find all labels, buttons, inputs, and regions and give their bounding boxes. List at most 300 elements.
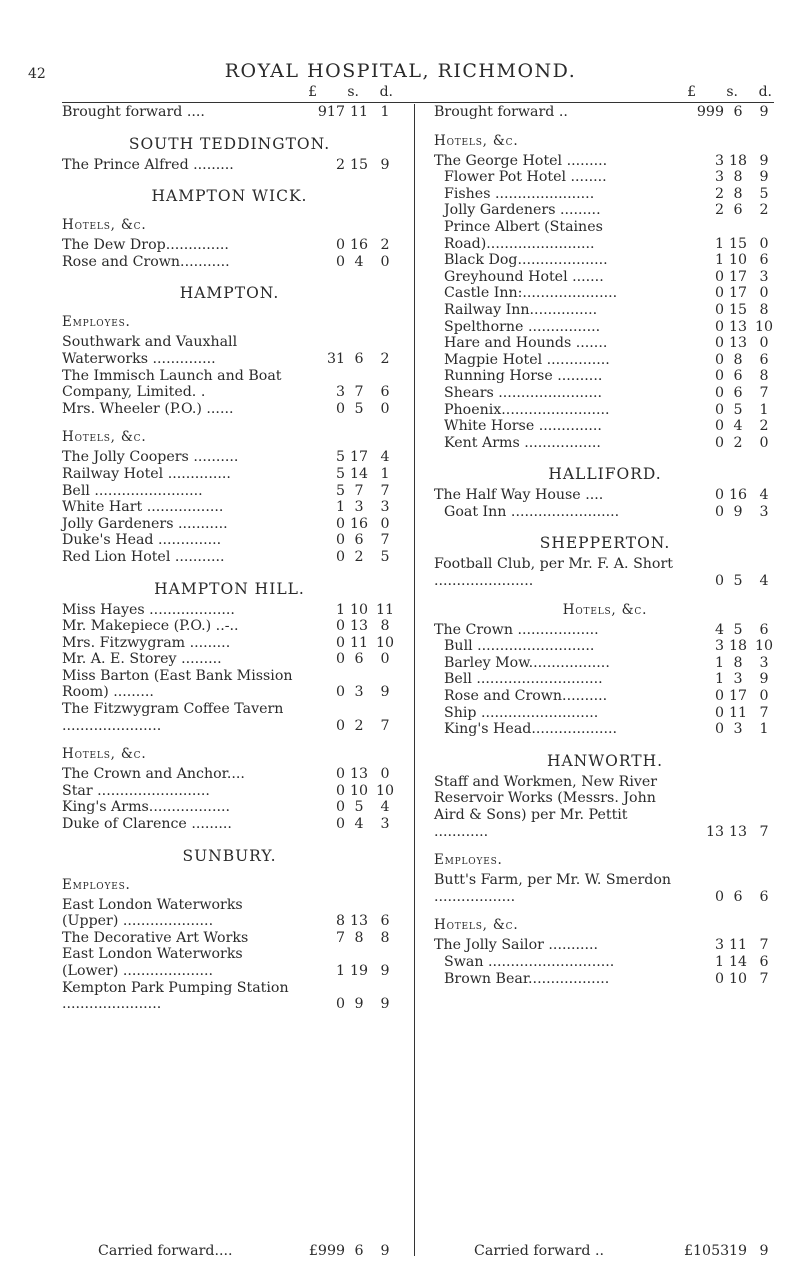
- shillings: 9: [354, 996, 364, 1013]
- shillings: 6: [354, 350, 364, 367]
- ledger-row: [62, 668, 397, 701]
- ledger-row: [434, 504, 776, 521]
- shillings: 13: [349, 618, 369, 635]
- pence: 9: [759, 671, 769, 688]
- brought-forward-label: Brought forward ....: [62, 104, 205, 120]
- pence: 6: [759, 888, 769, 905]
- entry-label: The Crown and Anchor....: [62, 766, 245, 783]
- pence: 3: [380, 816, 390, 833]
- pence: 4: [759, 573, 769, 590]
- pence: 9: [380, 684, 390, 701]
- pence: 0: [759, 235, 769, 252]
- pounds: 1: [714, 654, 724, 671]
- amount: [684, 487, 776, 504]
- ledger-row: [434, 954, 776, 971]
- shillings: 8: [733, 185, 743, 202]
- entry-label: The Decorative Art Works: [62, 929, 249, 946]
- shillings: 4: [733, 418, 743, 435]
- section-heading: HANWORTH.: [546, 751, 664, 770]
- pence: 4: [380, 449, 390, 466]
- pounds: 0: [714, 487, 724, 504]
- amount: [684, 888, 776, 905]
- entry-label: Butt's Farm, per Mr. W. Smerdon ..................: [434, 872, 672, 905]
- pounds: £999: [308, 1243, 345, 1259]
- entry-label: Rose and Crown..........: [444, 688, 608, 705]
- ledger-row: [62, 651, 397, 668]
- amount: [305, 549, 397, 566]
- shillings: 19: [349, 963, 369, 979]
- subsection-heading: Employes.: [62, 876, 131, 893]
- ledger-row: [434, 556, 776, 589]
- entry-label: Kent Arms .................: [444, 434, 601, 451]
- amount: [305, 684, 397, 701]
- ledger-row: [434, 319, 776, 336]
- amount: [684, 268, 776, 285]
- left-carried-forward: [62, 1243, 397, 1260]
- ledger-row: [434, 186, 776, 203]
- amount: [305, 766, 397, 783]
- subsection-heading: Employes.: [434, 852, 503, 869]
- entry-label: Black Dog....................: [444, 252, 608, 269]
- amount: [684, 823, 776, 840]
- pounds: 0: [714, 268, 724, 285]
- pounds: 3: [714, 937, 724, 954]
- pence: 9: [380, 156, 390, 173]
- pounds: 0: [714, 573, 724, 590]
- shillings: 5: [733, 401, 743, 418]
- shillings: 9: [733, 503, 743, 520]
- pence: 9: [380, 963, 390, 979]
- entry-label: Miss Hayes ...................: [62, 601, 235, 618]
- ledger-row: [62, 766, 397, 783]
- right-column: [434, 84, 776, 987]
- pounds: 0: [714, 434, 724, 451]
- ledger-row: [62, 499, 397, 516]
- amount: [684, 401, 776, 418]
- pence: 1: [759, 401, 769, 418]
- shillings: 17: [728, 285, 748, 302]
- pence: 6: [380, 913, 390, 930]
- pounds: 0: [335, 253, 345, 270]
- shillings: 8: [733, 351, 743, 368]
- section-heading: SHEPPERTON.: [539, 534, 671, 553]
- amount: [305, 351, 397, 368]
- pence: 0: [380, 515, 390, 532]
- pounds: 0: [714, 721, 724, 738]
- entry-label: Phoenix........................: [444, 401, 610, 418]
- pounds: 3: [714, 152, 724, 169]
- amount: [305, 717, 397, 734]
- pounds: 0: [714, 384, 724, 401]
- pounds: 0: [335, 717, 345, 734]
- shillings: 13: [349, 766, 369, 783]
- shillings: 17: [728, 688, 748, 705]
- pounds: 0: [714, 401, 724, 418]
- pounds: 0: [335, 515, 345, 532]
- pounds: 0: [714, 335, 724, 352]
- entry-label: Duke of Clarence .........: [62, 816, 232, 833]
- pence-symbol: d.: [379, 84, 393, 100]
- amount: [684, 418, 776, 435]
- pence: 7: [380, 482, 390, 499]
- pounds: 3: [714, 169, 724, 186]
- entry-label: Bell ............................: [444, 671, 603, 688]
- section-heading: HAMPTON WICK.: [151, 187, 308, 206]
- left-entries: [62, 135, 397, 1013]
- pence: 2: [759, 202, 769, 219]
- entry-label: Goat Inn ........................: [444, 503, 620, 520]
- ledger-row: [434, 169, 776, 186]
- pence: 9: [380, 1243, 390, 1259]
- shillings: 8: [354, 929, 364, 946]
- pounds: 1: [714, 953, 724, 970]
- shillings: 6: [354, 1243, 364, 1259]
- entry-label: The Crown ..................: [434, 621, 599, 638]
- ledger-row: [434, 418, 776, 435]
- ledger-row: [434, 487, 776, 504]
- amount: [684, 202, 776, 219]
- shillings: 2: [733, 434, 743, 451]
- shillings: 3: [733, 721, 743, 738]
- pence: 3: [759, 503, 769, 520]
- amount: [305, 963, 397, 980]
- amount: [684, 318, 776, 335]
- ledger-row: [62, 816, 397, 833]
- pounds: 0: [335, 684, 345, 701]
- shillings: 13: [349, 913, 369, 930]
- entry-label: Mrs. Fitzwygram .........: [62, 634, 231, 651]
- pence: 4: [759, 487, 769, 504]
- entry-label: Hare and Hounds .......: [444, 335, 608, 352]
- pence: 7: [380, 532, 390, 549]
- entry-label: Miss Barton (East Bank Mission Room) .........: [62, 667, 293, 701]
- pounds: 1: [335, 601, 345, 618]
- amount: [305, 156, 397, 173]
- pounds: 2: [714, 202, 724, 219]
- amount: [305, 996, 397, 1013]
- ledger-row: [434, 688, 776, 705]
- ledger-row: [62, 466, 397, 483]
- shillings: 8: [733, 169, 743, 186]
- pounds: 0: [335, 618, 345, 635]
- pence: 3: [759, 268, 769, 285]
- pounds: 2: [714, 185, 724, 202]
- pence: 7: [380, 717, 390, 734]
- pence: 8: [759, 301, 769, 318]
- pounds: 0: [335, 634, 345, 651]
- ledger-row: [62, 532, 397, 549]
- subsection-heading: Hotels, &c.: [62, 429, 147, 446]
- pence: 3: [759, 654, 769, 671]
- ledger-row: [434, 302, 776, 319]
- pounds: 1: [714, 235, 724, 252]
- amount: [305, 482, 397, 499]
- pounds: 0: [335, 400, 345, 417]
- amount: [305, 799, 397, 816]
- brought-forward-label: Brought forward ..: [434, 104, 568, 120]
- amount: [305, 499, 397, 516]
- amount: [684, 573, 776, 590]
- subsection-heading: Employes.: [62, 314, 131, 331]
- ledger-row: [434, 153, 776, 170]
- ledger-row: [62, 701, 397, 734]
- currency-header: [62, 84, 397, 104]
- shillings: 10: [728, 970, 748, 987]
- entry-label: Rose and Crown...........: [62, 253, 230, 270]
- ledger-row: [434, 774, 776, 840]
- ledger-row: [62, 783, 397, 800]
- ledger-row: [62, 980, 397, 1013]
- ledger-row: [62, 897, 397, 930]
- shillings: 17: [349, 449, 369, 466]
- ledger-row: [434, 937, 776, 954]
- pence: 6: [759, 621, 769, 638]
- pence: 6: [759, 351, 769, 368]
- entry-label: King's Head...................: [444, 721, 618, 738]
- shillings: 14: [728, 953, 748, 970]
- subsection-heading: Hotels, &c.: [434, 917, 519, 934]
- pounds: 0: [335, 532, 345, 549]
- shillings-symbol: s.: [726, 84, 738, 100]
- ledger-row: [62, 946, 397, 979]
- running-head: ROYAL HOSPITAL, RICHMOND.: [224, 60, 577, 82]
- pounds-symbol: £: [308, 84, 317, 100]
- entry-label: The Fitzwygram Coffee Tavern ......................: [62, 701, 284, 734]
- pence: 2: [380, 237, 390, 254]
- amount: [305, 449, 397, 466]
- pence: 0: [759, 434, 769, 451]
- subsection-heading: Hotels, &c.: [62, 217, 147, 234]
- amount: [684, 351, 776, 368]
- shillings: 5: [733, 621, 743, 638]
- amount: [684, 638, 776, 655]
- shillings: 2: [354, 717, 364, 734]
- amount: [684, 503, 776, 520]
- pounds: £1053: [684, 1243, 730, 1259]
- amount: [305, 253, 397, 270]
- entry-label: Shears .......................: [444, 384, 603, 401]
- shillings: 7: [354, 384, 364, 401]
- right-entries: [434, 133, 776, 988]
- shillings: 6: [733, 888, 743, 905]
- shillings: 11: [349, 634, 369, 651]
- entry-label: Castle Inn:.....................: [444, 285, 618, 302]
- shillings: 16: [728, 487, 748, 504]
- pence: 0: [380, 766, 390, 783]
- shillings: 6: [733, 104, 743, 120]
- amount: [305, 782, 397, 799]
- amount: [684, 335, 776, 352]
- pence: 2: [759, 418, 769, 435]
- entry-label: Bull ..........................: [444, 638, 595, 655]
- pence: 9: [380, 996, 390, 1013]
- entry-label: White Horse ..............: [444, 418, 602, 435]
- shillings: 10: [349, 782, 369, 799]
- shillings: 19: [728, 1243, 748, 1259]
- pounds: 1: [335, 499, 345, 516]
- pounds: 4: [714, 621, 724, 638]
- ledger-row: [62, 516, 397, 533]
- pence: 5: [380, 548, 390, 565]
- pounds: 13: [705, 823, 724, 840]
- shillings: 15: [349, 156, 369, 173]
- column-divider: [414, 104, 415, 1256]
- shillings: 4: [354, 816, 364, 833]
- pence: 7: [759, 937, 769, 954]
- pounds: 0: [335, 548, 345, 565]
- shillings: 7: [354, 482, 364, 499]
- pounds-symbol: £: [687, 84, 696, 100]
- ledger-row: [434, 252, 776, 269]
- pounds: 0: [714, 688, 724, 705]
- ledger-row: [62, 602, 397, 619]
- shillings: 4: [354, 253, 364, 270]
- shillings: 15: [728, 235, 748, 252]
- amount: [305, 929, 397, 946]
- ledger-row: [434, 671, 776, 688]
- amount: [684, 302, 776, 319]
- amount: [305, 816, 397, 833]
- brought-forward-row: [62, 104, 397, 121]
- right-carried-forward: [434, 1243, 776, 1260]
- ledger-row: [434, 352, 776, 369]
- pounds: 0: [714, 888, 724, 905]
- shillings: 14: [349, 465, 369, 482]
- ledger-row: [62, 449, 397, 466]
- entry-label: Fishes ......................: [444, 185, 595, 202]
- pence: 7: [759, 970, 769, 987]
- amount: [684, 954, 776, 971]
- ledger-row: [434, 971, 776, 988]
- shillings: 10: [349, 601, 369, 618]
- ledger-row: [434, 335, 776, 352]
- amount: [305, 601, 397, 618]
- pence: 10: [754, 318, 774, 335]
- ledger-row: [434, 435, 776, 452]
- ledger-row: [434, 705, 776, 722]
- entry-label: Mrs. Wheeler (P.O.) ......: [62, 400, 234, 417]
- section-heading: HAMPTON HILL.: [154, 579, 305, 598]
- pence-symbol: d.: [758, 84, 772, 100]
- pounds: 2: [335, 156, 345, 173]
- pence: 0: [380, 651, 390, 668]
- ledger-row: [434, 269, 776, 286]
- pounds: 0: [714, 351, 724, 368]
- entry-label: Swan ............................: [444, 953, 615, 970]
- amount: [305, 634, 397, 651]
- subsection-heading: Hotels, &c.: [434, 132, 519, 149]
- shillings: 3: [733, 671, 743, 688]
- amount: [684, 937, 776, 954]
- shillings: 6: [733, 368, 743, 385]
- shillings: 5: [354, 799, 364, 816]
- entry-label: The Half Way House ....: [434, 487, 604, 504]
- amount: [684, 152, 776, 169]
- pounds: 0: [714, 368, 724, 385]
- amount: [684, 252, 776, 269]
- pence: 8: [759, 368, 769, 385]
- entry-label: East London Waterworks (Upper) ....................: [62, 896, 243, 930]
- entry-label: The Prince Alfred .........: [62, 156, 234, 173]
- amount: [684, 621, 776, 638]
- pounds: 0: [335, 766, 345, 783]
- pence: 0: [759, 688, 769, 705]
- amount: [684, 285, 776, 302]
- pounds: 0: [335, 996, 345, 1013]
- shillings: 11: [728, 704, 748, 721]
- pence: 1: [380, 465, 390, 482]
- ledger-row: [434, 872, 776, 905]
- entry-label: Greyhound Hotel .......: [444, 268, 604, 285]
- pence: 10: [754, 638, 774, 655]
- entry-label: Bell ........................: [62, 482, 203, 499]
- shillings: 2: [354, 548, 364, 565]
- currency-header-right: [434, 84, 776, 104]
- entry-label: King's Arms..................: [62, 799, 230, 816]
- pence: 9: [759, 169, 769, 186]
- amount: [684, 654, 776, 671]
- shillings-symbol: s.: [347, 84, 359, 100]
- section-heading: HALLIFORD.: [548, 465, 662, 484]
- pence: 10: [375, 634, 395, 651]
- shillings: 17: [728, 268, 748, 285]
- pounds: 5: [335, 482, 345, 499]
- ledger-row: [62, 334, 397, 367]
- section-heading: HAMPTON.: [179, 284, 280, 303]
- pounds: 0: [335, 782, 345, 799]
- entry-label: Magpie Hotel ..............: [444, 351, 610, 368]
- pence: 6: [759, 252, 769, 269]
- amount: [305, 466, 397, 483]
- entry-label: Southwark and Vauxhall Waterworks ..............: [62, 334, 238, 367]
- shillings: 5: [733, 573, 743, 590]
- shillings: 11: [728, 937, 748, 954]
- ledger-row: [434, 402, 776, 419]
- ledger-row: [434, 622, 776, 639]
- pounds: 3: [335, 384, 345, 401]
- shillings: 13: [728, 318, 748, 335]
- left-column: [62, 84, 397, 1013]
- pence: 6: [759, 953, 769, 970]
- shillings: 6: [354, 532, 364, 549]
- pence: 6: [380, 384, 390, 401]
- pounds: 0: [714, 318, 724, 335]
- pounds: 31: [326, 350, 345, 367]
- shillings: 3: [354, 499, 364, 516]
- ledger-row: [62, 254, 397, 271]
- amount: [305, 913, 397, 930]
- shillings: 13: [728, 335, 748, 352]
- entry-label: Prince Albert (Staines Road)........................: [444, 218, 603, 252]
- entry-label: Spelthorne ................: [444, 318, 601, 335]
- amount: [684, 185, 776, 202]
- ledger-row: [434, 368, 776, 385]
- pounds: 8: [335, 913, 345, 930]
- entry-label: Brown Bear..................: [444, 970, 610, 987]
- pounds: 5: [335, 449, 345, 466]
- amount: [684, 704, 776, 721]
- shillings: 5: [354, 400, 364, 417]
- amount: [684, 235, 776, 252]
- ledger-row: [62, 401, 397, 418]
- ledger-row: [62, 483, 397, 500]
- entry-label: Red Lion Hotel ...........: [62, 548, 225, 565]
- pounds: 7: [335, 929, 345, 946]
- ledger-row: [62, 799, 397, 816]
- pounds: 0: [335, 799, 345, 816]
- entry-label: Jolly Gardeners .........: [444, 202, 601, 219]
- shillings: 18: [728, 638, 748, 655]
